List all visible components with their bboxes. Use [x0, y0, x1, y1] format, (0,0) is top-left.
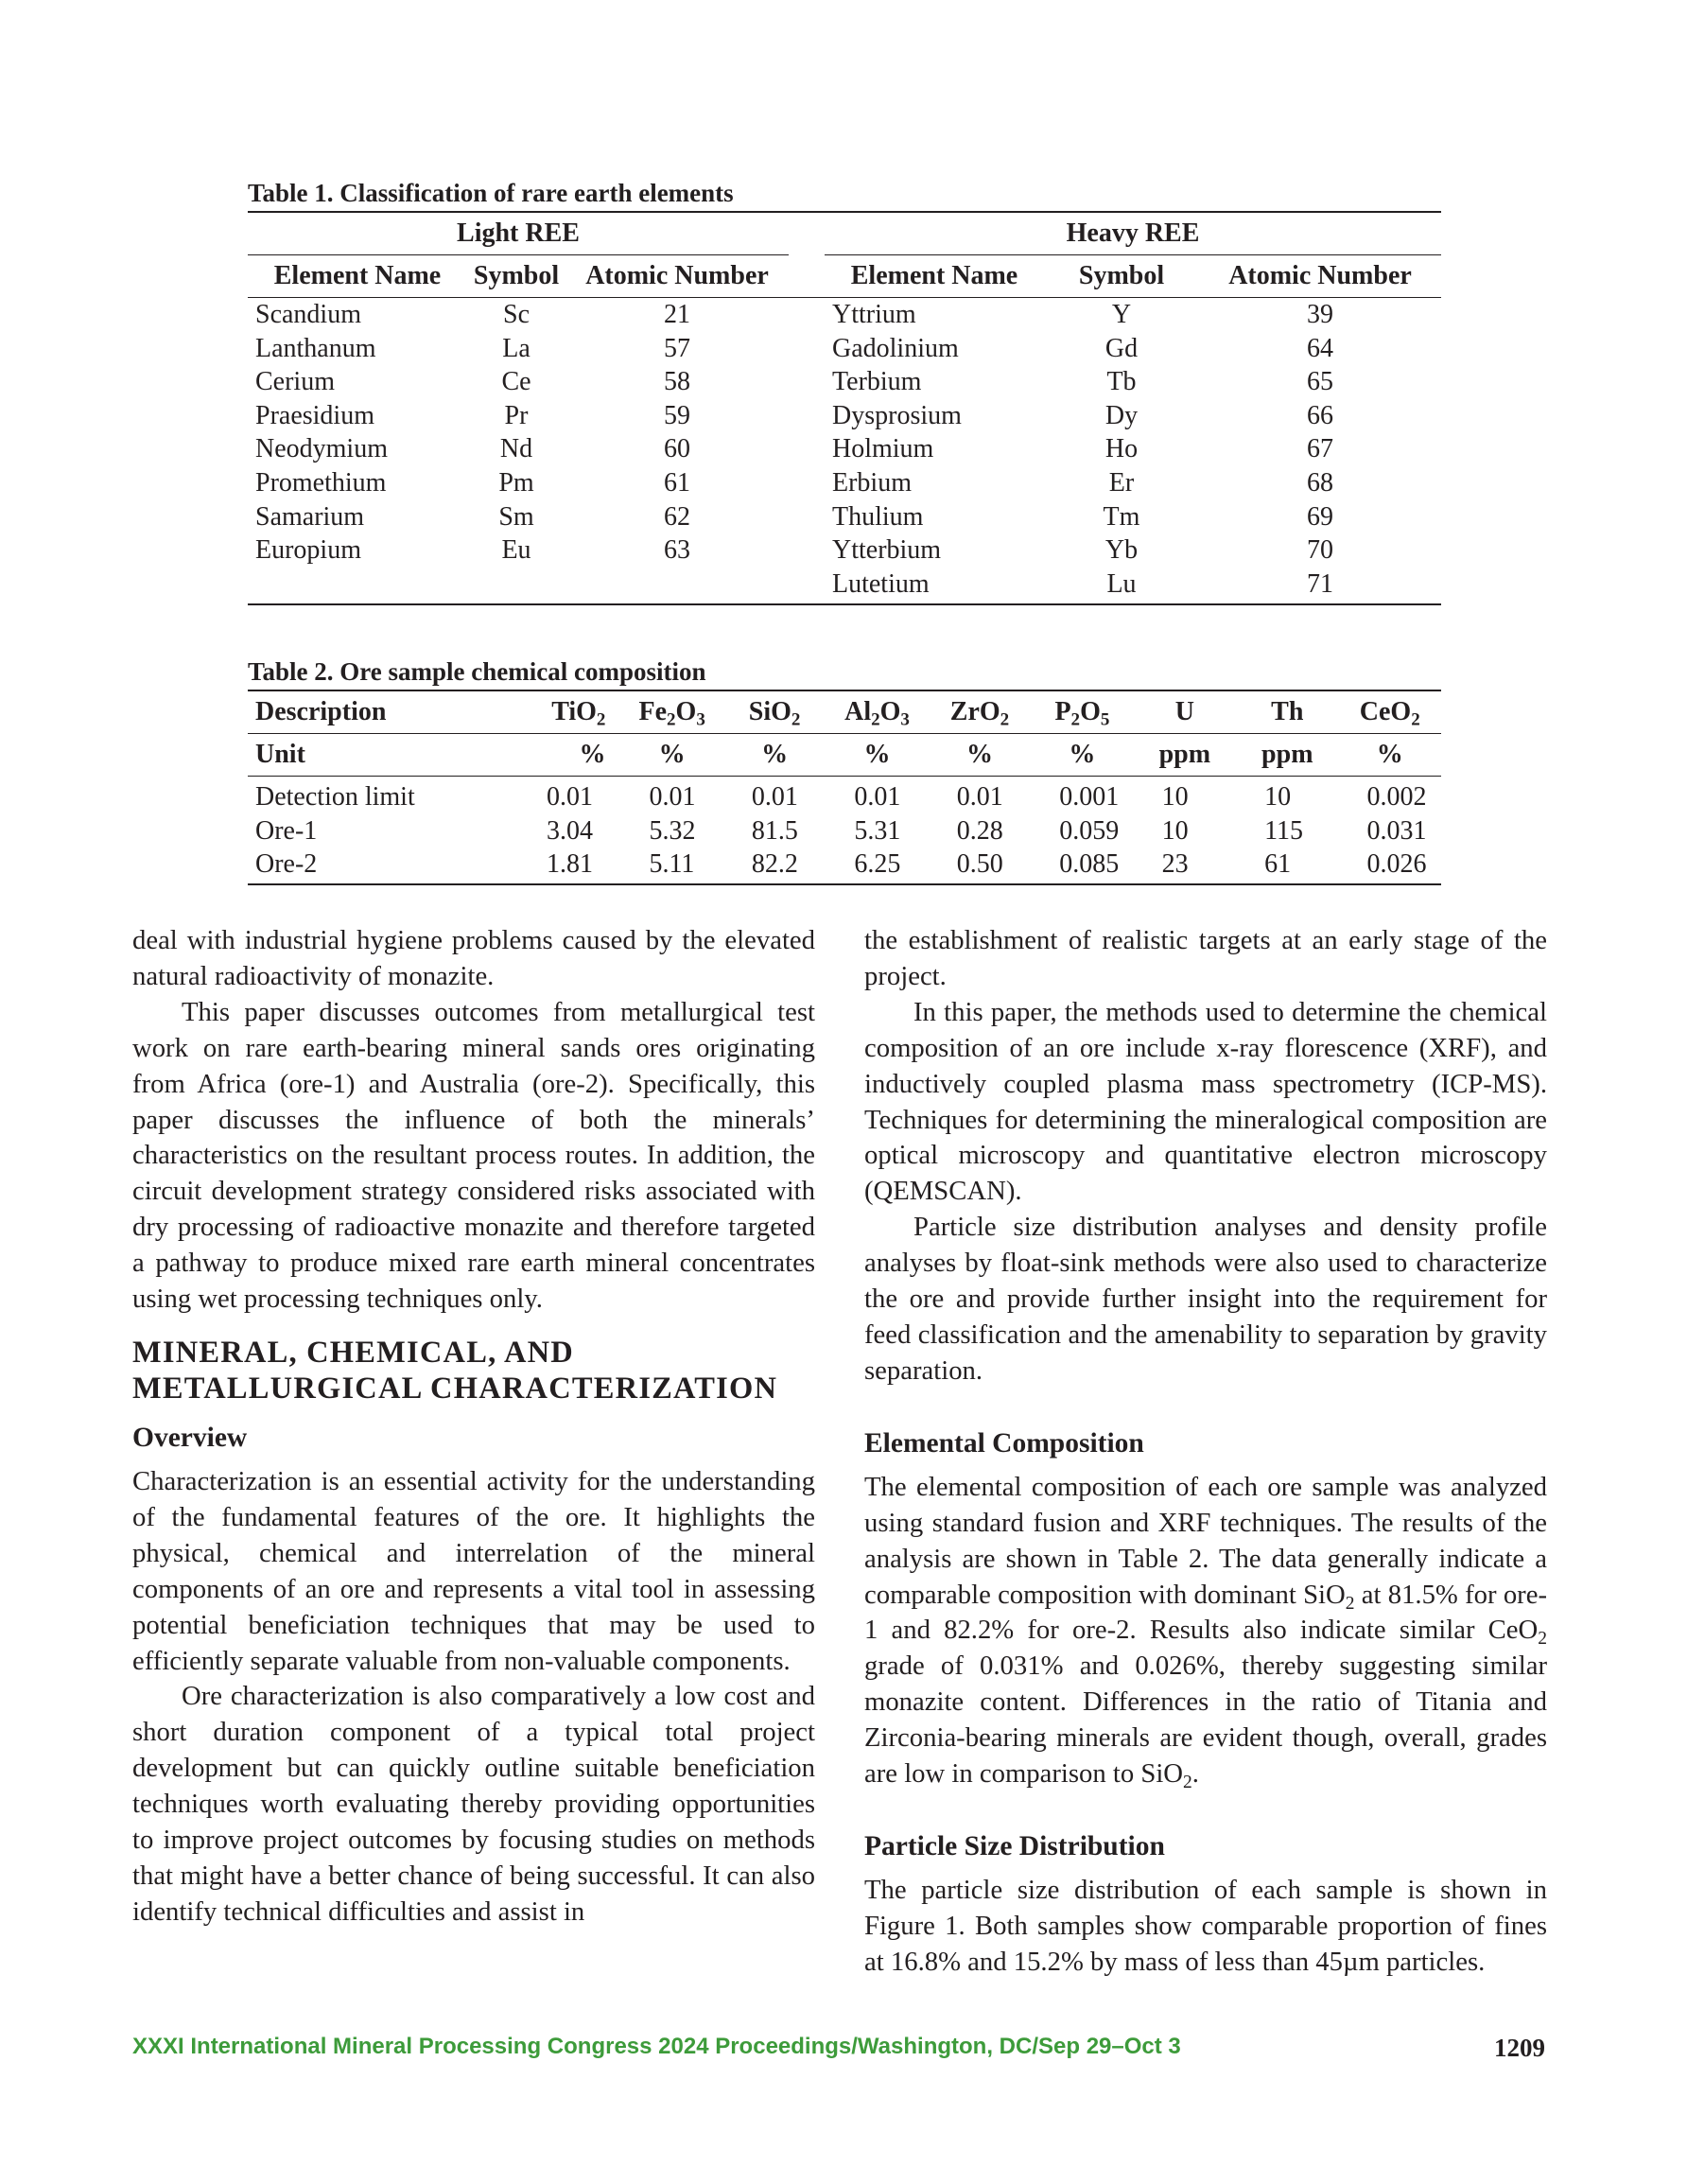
table2-cell: 81.5 [751, 815, 798, 846]
table1-cell: Thulium [832, 501, 924, 532]
table2-cell: 0.001 [1059, 782, 1120, 812]
table2-cell: 0.059 [1059, 815, 1120, 846]
paragraph: The particle size distribution of each sample is shown in Figure 1. Both samples show comparable proportion of fines at 16.8% and 15.2% by mass of less than 45µm particles. [864, 1874, 1547, 1977]
table1-cell: Dysprosium [832, 400, 962, 430]
table1-cell: Tm [1103, 501, 1140, 532]
table1-cell: Neodymium [255, 434, 388, 464]
table1-cell: Holmium [832, 434, 934, 464]
subsection-heading: Particle Size Distribution [864, 1830, 1165, 1861]
table2-header-unit-value: % [1031, 734, 1133, 777]
table2-header-description: Description [248, 690, 518, 734]
table2-cell: 0.031 [1366, 815, 1427, 846]
table2-header-unit-value: % [620, 734, 722, 777]
table2-cell: 0.50 [929, 847, 1031, 884]
table2-header-formula: $Al_2O_3$ [826, 690, 928, 734]
paragraph: This paper discusses outcomes from metallurgical test work on rare earth-bearing mineral sands ores originating from Africa (ore-1) and Australia (ore-2). Specifically, this paper discusses the influence of both the minerals’ characteristics on the resultant process routes. In addition, the circuit development strategy considered risks associated with dry processing of radioactive monazite and therefore targeted a pathway to produce mixed rare earth mineral concentrates using wet processing techniques only. [132, 996, 815, 1315]
paragraph: Particle size distribution analyses and density profile analyses by float-sink methods were also used to characterize the ore and provide further insight into the requirement for feed classification and the amenability to separation by gravity separation. [864, 1212, 1547, 1386]
table1 [248, 211, 1441, 605]
table2-cell: 10 [1161, 782, 1189, 812]
paragraph: In this paper, the methods used to determine the chemical composition of an ore include x-ray florescence (XRF), and inductively coupled plasma mass spectrometry (ICP-MS). Techniques for determining the mineralogical composition are optical microscopy and quantitative electron microscopy (QEMSCAN). [864, 996, 1547, 1207]
footer-text: XXXI International Mineral Processing Congress 2024 Proceedings/Washington, DC/Sep 29–Oct 3 [132, 2034, 1181, 2059]
table2-header-formula: $Fe_2O_3$ [620, 690, 722, 734]
table1-cell: Ho [1104, 434, 1139, 464]
table2-cell: 0.01 [956, 782, 1003, 812]
table2-cell: 23 [1134, 847, 1236, 884]
table1-cell: Praesidium [255, 400, 374, 430]
table1-cell: 63 [664, 535, 690, 566]
table2-cell: 10 [1264, 782, 1292, 812]
table2-cell: 6.25 [826, 847, 928, 884]
table2-header-unit-value: % [929, 734, 1031, 777]
table1-cell: Ce [501, 367, 531, 397]
table2-cell: 82.2 [723, 847, 826, 884]
table1-cell: Promethium [255, 467, 387, 498]
table2-header-formula: CeO$_2$ [1339, 690, 1442, 734]
right-column [864, 923, 1547, 1981]
table1-cell: Sm [498, 501, 534, 532]
table2-cell: 0.01 [751, 782, 798, 812]
table-row [248, 432, 1441, 466]
table2-header-unit-value: % [826, 734, 928, 777]
table1-cell: 68 [1307, 467, 1333, 498]
table-row [248, 399, 1441, 433]
table2-cell: 1.81 [518, 847, 620, 884]
page-number: 1209 [1494, 2034, 1545, 2062]
table-row [248, 500, 1441, 534]
table2-cell: 0.28 [956, 815, 1003, 846]
table-row [248, 814, 1441, 848]
subsection-heading: Overview [132, 1422, 248, 1453]
table1-cell: Tb [1106, 367, 1137, 397]
table1-cell: 70 [1307, 535, 1333, 566]
table1-cell [248, 568, 467, 604]
table-row [248, 568, 1441, 604]
subsection-heading: Elemental Composition [864, 1427, 1144, 1459]
table2-cell: 10 [1161, 815, 1189, 846]
table2-cell: 0.026 [1339, 847, 1442, 884]
table2-cell: 5.32 [649, 815, 696, 846]
table1-cell: Pm [498, 467, 534, 498]
table1-cell: Samarium [255, 501, 365, 532]
table1-header-atomic-number: Atomic Number [565, 255, 789, 298]
paragraph-elemental-composition: The elemental composition of each ore sample was analyzed using standard fusion and XRF techniques. The results of the analysis are shown in Table 2. The data generally indicate a comparable composition with dominant SiO$_2$ at 81.5% for ore-1 and 82.2% for ore-2. Results also indicate similar CeO$_2$ grade of 0.031% and 0.026%, thereby suggesting similar monazite content. Differences in the ratio of Titania and Zirconia-bearing minerals are evident though, overall, grades are low in comparison to SiO$_2$. [864, 1471, 1547, 1792]
table1-cell: Yb [1104, 535, 1139, 566]
table1-cell: 59 [664, 400, 690, 430]
table1-cell: Pr [504, 400, 529, 430]
table2-cell: 3.04 [547, 815, 593, 846]
table1-caption: Table 1. Classification of rare earth elements [248, 179, 734, 207]
table-row [248, 298, 1441, 332]
table-row [248, 847, 1441, 884]
table1-cell: 64 [1307, 333, 1333, 363]
table-row [248, 777, 1441, 814]
left-column [132, 923, 815, 1931]
table1-cell: Gadolinium [832, 333, 959, 363]
paragraph: the establishment of realistic targets at an early stage of the project. [864, 925, 1547, 991]
table1-cell: Lu [1044, 568, 1199, 604]
table1-header-element-name: Element Name [825, 255, 1044, 298]
table1-cell: 60 [664, 434, 690, 464]
table2-cell: 0.01 [547, 782, 593, 812]
table2 [248, 690, 1441, 885]
section-heading: MINERAL, CHEMICAL, AND METALLURGICAL CHARACTERIZATION [132, 1335, 778, 1406]
table1-header-element-name: Element Name [248, 255, 467, 298]
table2-cell: 5.11 [620, 847, 722, 884]
table2-cell: 115 [1264, 815, 1304, 846]
table1-cell: 57 [664, 333, 690, 363]
table1-cell: Ytterbium [832, 535, 942, 566]
table2-header-formula: Th [1236, 690, 1338, 734]
table1-cell: Dy [1104, 400, 1139, 430]
table2-cell: 5.31 [854, 815, 901, 846]
table1-cell: Terbium [832, 367, 922, 397]
table1-cell: Europium [255, 535, 361, 566]
table2-cell: 0.085 [1031, 847, 1133, 884]
table1-cell: Erbium [832, 467, 912, 498]
table-row [248, 533, 1441, 568]
table2-header-formula: TiO$_2$ [518, 690, 620, 734]
table2-header-unit-value: ppm [1236, 734, 1338, 777]
table1-cell: Gd [1104, 333, 1139, 363]
table1-cell: La [502, 333, 530, 363]
table1-cell: 61 [664, 467, 690, 498]
paragraph: Characterization is an essential activity for the understanding of the fundamental features of the ore. It highlights the physical, chemical and interrelation of the mineral components of an ore and represents a vital tool in assessing potential beneficiation techniques that may be used to efficiently separate valuable from non-valuable components. [132, 1465, 815, 1676]
table2-header-formula: SiO$_2$ [723, 690, 826, 734]
table1-header-atomic-number: Atomic Number [1199, 255, 1441, 298]
table1-cell: Y [1111, 300, 1132, 329]
table1-cell: Nd [499, 434, 533, 464]
table-row [248, 466, 1441, 500]
table2-header-formula: $P_2O_5$ [1031, 690, 1133, 734]
table1-cell: Cerium [255, 367, 335, 397]
table1-cell: Sc [503, 300, 530, 329]
table1-cell [565, 568, 789, 604]
table1-cell: Scandium [255, 300, 361, 329]
table2-row-label: Detection limit [255, 782, 415, 812]
table2-cell: 0.002 [1366, 782, 1427, 812]
table2-header-unit-value: ppm [1134, 734, 1236, 777]
table1-cell: Yttrium [832, 300, 916, 329]
table2-row-label: Ore-1 [255, 815, 318, 846]
table2-cell: 61 [1236, 847, 1338, 884]
paragraph: deal with industrial hygiene problems caused by the elevated natural radioactivity of monazite. [132, 925, 815, 991]
table1-cell: 66 [1307, 400, 1333, 430]
paragraph: Ore characterization is also comparatively a low cost and short duration component of a typical total project development but can quickly outline suitable beneficiation techniques worth evaluating thereby providing opportunities to improve project outcomes by focusing studies on methods that might have a better chance of being successful. It can also identify technical difficulties and assist in [132, 1681, 815, 1927]
table1-cell: 65 [1307, 367, 1333, 397]
table2-header-unit-value: % [518, 734, 620, 777]
table1-cell: Eu [501, 535, 531, 566]
table1-cell: Er [1108, 467, 1135, 498]
table2-cell: 0.01 [854, 782, 901, 812]
table1-group-light: Light REE [248, 212, 789, 255]
table1-cell [467, 568, 565, 604]
table1-group-heavy: Heavy REE [825, 212, 1441, 255]
table-row [248, 365, 1441, 399]
table1-cell: 67 [1307, 434, 1333, 464]
table-row [248, 332, 1441, 366]
table1-cell: 21 [664, 300, 690, 329]
table2-caption: Table 2. Ore sample chemical composition [248, 657, 706, 686]
table1-header-symbol: Symbol [1044, 255, 1199, 298]
table1-header-symbol: Symbol [467, 255, 565, 298]
table2-header-unit-value: % [723, 734, 826, 777]
table2-header-formula: U [1134, 690, 1236, 734]
table2-row-label: Ore-2 [248, 847, 518, 884]
table2-cell: 0.01 [649, 782, 696, 812]
table1-cell: 39 [1307, 300, 1333, 329]
table2-header-unit-value: % [1339, 734, 1442, 777]
table1-cell: 69 [1307, 501, 1333, 532]
table1-cell: 58 [664, 367, 690, 397]
table2-header-unit: Unit [248, 734, 518, 777]
table1-cell: Lutetium [825, 568, 1044, 604]
table1-cell: Lanthanum [255, 333, 376, 363]
table2-header-formula: ZrO$_2$ [929, 690, 1031, 734]
table1-cell: 62 [664, 501, 690, 532]
table1-cell: 71 [1199, 568, 1441, 604]
